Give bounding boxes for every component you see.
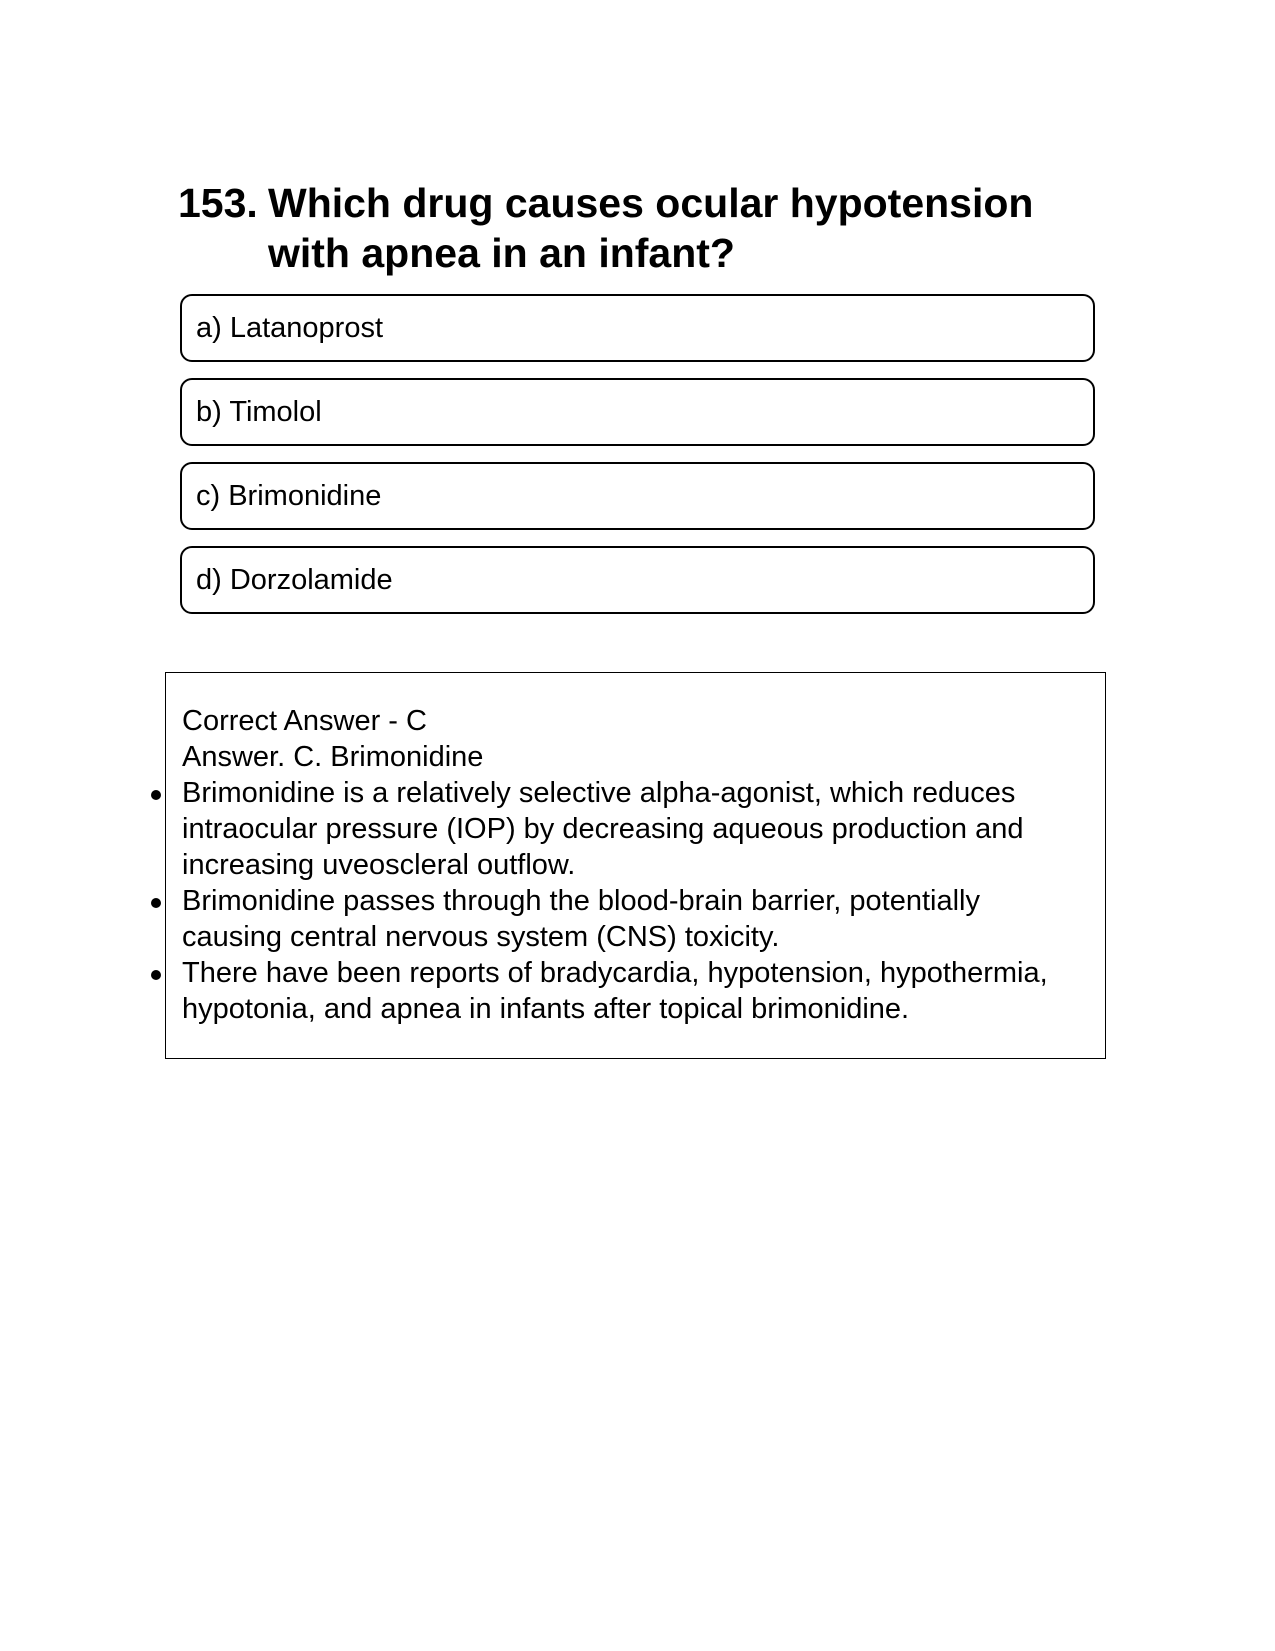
question-heading: [178, 178, 1098, 278]
option-a[interactable]: [180, 294, 1095, 362]
option-c-label: c) Brimonidine: [196, 479, 382, 512]
answer-title-line: Answer. C. Brimonidine: [182, 741, 484, 773]
options-list: [180, 294, 1095, 630]
answer-explanation-box: [165, 672, 1106, 1059]
explanation-bullets: [182, 775, 1085, 1027]
question-number: 153.: [178, 180, 258, 226]
option-b-label: b) Timolol: [196, 395, 322, 428]
option-d[interactable]: [180, 546, 1095, 614]
option-b[interactable]: [180, 378, 1095, 446]
option-d-label: d) Dorzolamide: [196, 563, 393, 596]
explanation-bullet: There have been reports of bradycardia, hypotension, hypothermia, hypotonia, and apnea in infants after topical brimonidine.: [182, 955, 1085, 1027]
explanation-bullet: Brimonidine passes through the blood-brain barrier, potentially causing central nervous system (CNS) toxicity.: [182, 883, 1085, 955]
explanation-bullet: Brimonidine is a relatively selective alpha-agonist, which reduces intraocular pressure (IOP) by decreasing aqueous production and increasing uveoscleral outflow.: [182, 775, 1085, 883]
correct-answer-line: Correct Answer - C: [182, 705, 427, 737]
question-text: Which drug causes ocular hypotension with apnea in an infant?: [268, 180, 1034, 276]
option-a-label: a) Latanoprost: [196, 311, 384, 344]
option-c[interactable]: [180, 462, 1095, 530]
